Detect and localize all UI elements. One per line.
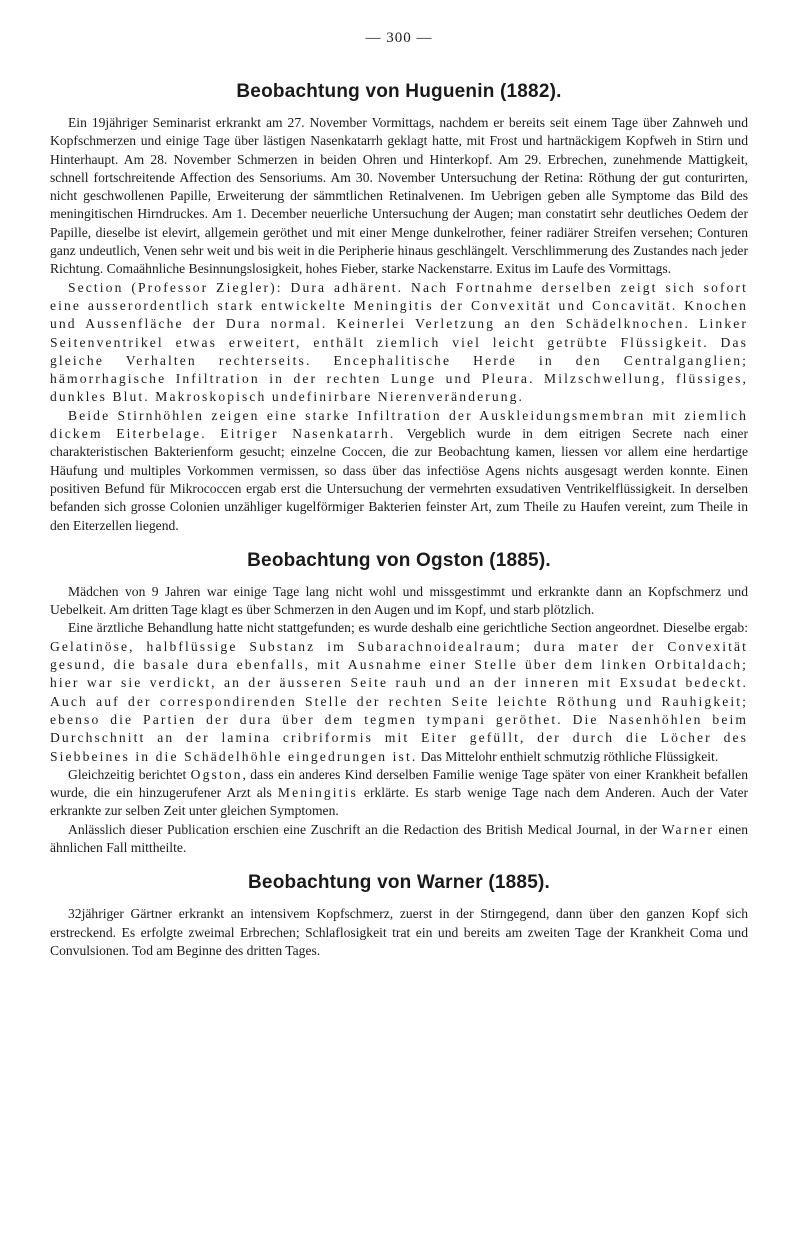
spaced-text-run: Ogston <box>190 766 243 782</box>
section-gap <box>50 857 748 872</box>
spaced-text-run: Meningitis <box>277 785 358 801</box>
section-title: Beobachtung von Warner (1885). <box>248 872 550 894</box>
spaced-text-run: Warner <box>661 821 714 837</box>
paragraph <box>50 821 748 858</box>
paragraph <box>50 619 748 765</box>
text-run: Gleichzeitig berichtet <box>68 766 191 782</box>
paragraph <box>50 583 748 620</box>
spaced-text-run: Beide Stirnhöhlen zeigen eine starke Infiltration der Auskleidungsmembran mit ziemlich dickem Eiterbelage. Eitriger Nasenkatarrh. <box>50 407 748 442</box>
paragraph <box>50 407 748 535</box>
text-run: Eine ärztliche Behandlung hatte nicht stattgefunden; es wurde deshalb eine gerichtliche Section angeordnet. Dieselbe ergab: <box>68 620 748 636</box>
text-run: Das Mittelohr enthielt schmutzig röthliche Flüssigkeit. <box>417 748 719 764</box>
section-title: Beobachtung von Huguenin (1882). <box>236 81 562 102</box>
paragraph <box>50 279 748 407</box>
spaced-text-run: Section (Professor Ziegler): Dura adhärent. Nach Fortnahme derselben zeigt sich sofort eine ausserordentlich stark entwickelte Meningitis der Convexität und Concavität. Knochen und Aussenfläche der Dura normal. Keinerlei Verletzung an den Schädelknochen. Linker Seitenventrikel etwas erweitert, enthält ziemlich viel leicht getrübte Flüssigkeit. Das gleiche Verhalten rechterseits. Encephalitische Herde in den Centralganglien; hämorrhagische Infiltration in der rechten Lunge und Pleura. Milzschwellung, flüssiges, dunkles Blut. Makroskopisch undefinirbare Nierenveränderung. <box>50 279 748 405</box>
text-run: , dass ein anderes Kind derselben Familie wenige Tage später von einer Krankheit befallen wurde, die ein hinzugerufener Arzt als <box>50 766 748 801</box>
text-run: Ein 19jähriger Seminarist erkrankt am 27. November Vormittags, nachdem er bereits seit einem Tage über Zahnweh und Kopfschmerzen und einige Tage über lästigen Nasenkatarrh geklagt hatte, mit Frost und hartnäckigem Kopfweh in Stirn und Hinterhaupt. Am 28. November Schmerzen in beiden Ohren und Hinterkopf. Am 29. Erbrechen, zunehmende Mattigkeit, schnell fortschreitende Affection des Sensoriums. Am 30. November Untersuchung der Retina: Röthung der gut conturirten, nicht geschwollenen Papille, Erweiterung der sämmtlichen Retinalvenen. Im Uebrigen geben alle Symptome das Bild des meningitischen Hirndruckes. Am 1. December neuerliche Untersuchung der Augen; man constatirt sehr deutliches Oedem der Papille, dieselbe ist elevirt, allgemein geröthet und mit einer Menge dunkelrother, feiner radiärer Streifen versehen; Conturen ganz undeutlich, Venen sehr weit und bis weit in die Peripherie hinaus geschlängelt. Verschlimmerung des Zustandes nach jeder Richtung. Comaähnliche Besinnungslosigkeit, hohes Fieber, starke Nackenstarre. Exitus im Laufe des Vormittags. <box>50 115 748 277</box>
text-run: Mädchen von 9 Jahren war einige Tage lang nicht wohl und missgestimmt und erkrankte dann an Kopfschmerz und Uebelkeit. Am dritten Tage klagt es über Schmerzen in den Augen und im Kopf, und starb plötzlich. <box>50 583 748 618</box>
paragraph <box>50 766 748 821</box>
text-run: Anlässlich dieser Publication erschien eine Zuschrift an die Redaction des British Medical Journal, in der <box>68 821 662 837</box>
text-run: Vergeblich wurde in dem eitrigen Secrete nach einer charakteristischen Bakterienform gesucht; einzelne Coccen, die zur Beobachtung kamen, liessen vor allem eine herdartige Häufung und multiples Vorkommen vermissen, so dass über das infectiöse Agens nichts ausgesagt werden konnte. Einen positiven Befund für Mikrococcen ergab erst die Untersuchung der vermehrten exsudativen Ventrikelflüssigkeit. In derselben befanden sich grosse Colonien unzähliger kugelförmiger Bakterien feinster Art, zum Theile zu Haufen vereint, zum Theile in den Eiterzellen liegend. <box>50 426 748 533</box>
paragraph <box>50 905 748 960</box>
page-number: — 300 — <box>50 30 748 47</box>
section-title: Beobachtung von Ogston (1885). <box>247 549 551 571</box>
spaced-text-run: Gelatinöse, halbflüssige Substanz im Subarachnoidealraum; dura mater der Convexität gesund, die basale dura ebenfalls, mit Ausnahme einer Stelle über dem linken Orbitaldach; hier war sie verdickt, an der äusseren Seite rauh und an der inneren mit Exsudat bedeckt. Auch auf der correspondirenden Stelle der rechten Seite leichte Röthung und Rauhigkeit; ebenso die Partien der dura über dem tegmen tympani geröthet. Die Nasenhöhlen beim Durchschnitt an der lamina cribriformis mit Eiter gefüllt, der durch die Löcher des Siebbeines in die Schädelhöhle eingedrungen ist. <box>50 638 748 764</box>
section-gap <box>50 535 748 550</box>
text-run: erklärte. Es starb wenige Tage nach dem Anderen. Auch der Vater erkrankte zur selben Zeit unter gleichen Symptomen. <box>50 785 748 819</box>
text-run: einen ähnlichen Fall mittheilte. <box>50 821 748 855</box>
document-body <box>50 81 748 960</box>
paragraph <box>50 114 748 279</box>
text-run: 32jähriger Gärtner erkrankt an intensivem Kopfschmerz, zuerst in der Stirngegend, dann über den ganzen Kopf sich erstreckend. Es erfolgte zweimal Erbrechen; Schlaflosigkeit trat ein und bereits am zweiten Tage der Krankheit Coma und Convulsionen. Tod am Beginne des dritten Tages. <box>50 906 748 958</box>
